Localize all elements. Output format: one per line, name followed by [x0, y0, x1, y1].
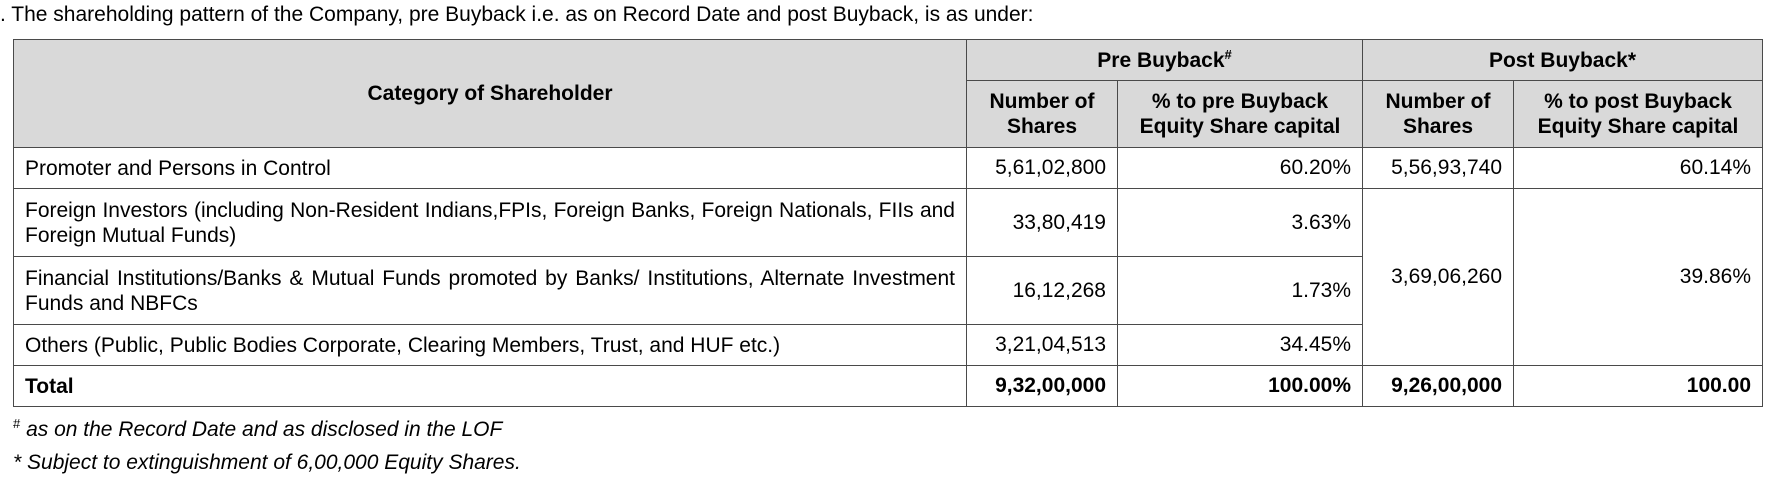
merged-post-percent: 39.86%	[1514, 189, 1763, 366]
row-pre-percent: 34.45%	[1118, 325, 1363, 366]
total-row	[14, 366, 1763, 407]
header-post-number-of-shares: Number of Shares	[1363, 81, 1514, 148]
table-row	[14, 189, 1763, 257]
row-post-shares: 5,56,93,740	[1363, 148, 1514, 189]
row-category: Others (Public, Public Bodies Corporate, Clearing Members, Trust, and HUF etc.)	[14, 325, 967, 366]
merged-post-shares: 3,69,06,260	[1363, 189, 1514, 366]
row-pre-percent: 60.20%	[1118, 148, 1363, 189]
total-post-shares: 9,26,00,000	[1363, 366, 1514, 407]
header-pre-buyback-label: Pre Buyback	[1097, 48, 1225, 72]
table-row	[14, 148, 1763, 189]
row-category: Financial Institutions/Banks & Mutual Funds promoted by Banks/ Institutions, Alternate Investment Funds and NBFCs	[14, 257, 967, 325]
intro-text: . The shareholding pattern of the Company, pre Buyback i.e. as on Record Date and post Buyback, is as under:	[0, 3, 1034, 26]
header-pre-buyback-marker: #	[1224, 46, 1232, 62]
header-post-percent: % to post Buyback Equity Share capital	[1514, 81, 1763, 148]
row-pre-shares: 3,21,04,513	[967, 325, 1118, 366]
header-pre-number-of-shares: Number of Shares	[967, 81, 1118, 148]
header-post-buyback: Post Buyback*	[1363, 40, 1763, 81]
total-pre-shares: 9,32,00,000	[967, 366, 1118, 407]
row-category: Foreign Investors (including Non-Resident Indians,FPIs, Foreign Banks, Foreign Nationals, FIIs and Foreign Mutual Funds)	[14, 189, 967, 257]
footnote-record-date	[13, 418, 502, 442]
row-pre-percent: 3.63%	[1118, 189, 1363, 257]
header-category: Category of Shareholder	[14, 40, 967, 148]
header-row-groups	[14, 40, 1763, 81]
row-pre-shares: 16,12,268	[967, 257, 1118, 325]
footnote-extinguishment: * Subject to extinguishment of 6,00,000 Equity Shares.	[13, 451, 521, 474]
total-post-percent: 100.00	[1514, 366, 1763, 407]
shareholding-table	[13, 39, 1763, 407]
total-label: Total	[14, 366, 967, 407]
header-pre-buyback	[967, 40, 1363, 81]
footnote-record-date-text: as on the Record Date and as disclosed in the LOF	[20, 418, 503, 441]
row-category: Promoter and Persons in Control	[14, 148, 967, 189]
header-pre-percent: % to pre Buyback Equity Share capital	[1118, 81, 1363, 148]
total-pre-percent: 100.00%	[1118, 366, 1363, 407]
row-pre-shares: 5,61,02,800	[967, 148, 1118, 189]
row-pre-percent: 1.73%	[1118, 257, 1363, 325]
footnote-marker: #	[13, 416, 21, 431]
row-pre-shares: 33,80,419	[967, 189, 1118, 257]
row-post-percent: 60.14%	[1514, 148, 1763, 189]
